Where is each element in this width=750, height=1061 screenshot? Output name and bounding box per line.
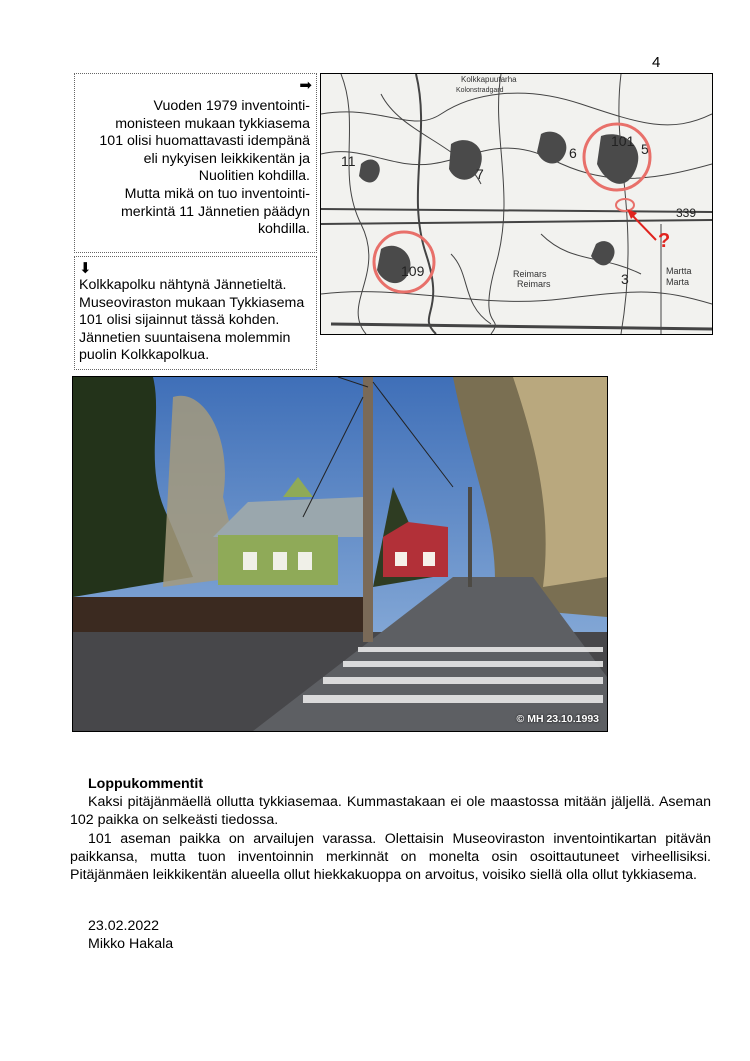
section-title: Loppukommentit: [88, 776, 204, 792]
arrow-down-icon: ⬇: [79, 260, 92, 277]
map-label: Reimars: [513, 269, 547, 279]
question-mark: ?: [658, 230, 671, 252]
caption-line: monisteen mukaan tykkiasema: [115, 115, 310, 132]
caption-line: puolin Kolkkapolkua.: [79, 347, 210, 364]
map-label: 5: [641, 141, 649, 157]
closing-section: [70, 775, 711, 884]
arrow-right-icon: ➡: [299, 77, 312, 94]
photo-credit: © MH 23.10.1993: [516, 713, 599, 725]
map-label: Martta: [666, 266, 692, 276]
map-label: 7: [476, 166, 484, 182]
caption-line: Nuolitien kohdilla.: [198, 168, 310, 185]
map-label: Marta: [666, 277, 690, 287]
caption-line: eli nykyisen leikkikentän ja: [143, 150, 310, 167]
caption-line: 101 olisi huomattavasti idempänä: [99, 133, 310, 150]
caption-line: Vuoden 1979 inventointi-: [153, 98, 310, 114]
caption-line: 101 olisi sijainnut tässä kohden.: [79, 312, 280, 329]
map-label: Reimars: [517, 279, 551, 289]
caption-box-map: [74, 73, 317, 253]
signature-name: Mikko Hakala: [88, 936, 174, 953]
caption-line: kohdilla.: [257, 221, 310, 238]
caption-line: Museoviraston mukaan Tykkiasema: [79, 294, 305, 311]
caption-line: Kolkkapolku nähtynä Jännetieltä.: [79, 277, 287, 293]
caption-line: Mutta mikä on tuo inventointi-: [124, 185, 310, 202]
inventory-map: [320, 73, 713, 335]
map-label: 109: [401, 263, 425, 279]
map-label: 6: [569, 145, 577, 161]
caption-box-photo: [74, 256, 317, 370]
caption-line: merkintä 11 Jännetien päädyn: [120, 203, 310, 220]
map-label: 3: [621, 271, 629, 287]
map-label: 11: [341, 153, 356, 169]
map-label: Kolkkapuutarha: [461, 75, 517, 84]
street-photo: [72, 376, 608, 732]
paragraph: 101 aseman paikka on arvailujen varassa. Olettaisin Museoviraston inventointikartan pitävän paikkansa, mutta tuon inventoinnin merkinnät on monelta osin osoittautuneet virheellisiksi. Pitäjänmäen leikkikentän alueella ollut hiekkakuoppa on arvoitus, voisiko siellä olla ollut tykkiasema.: [70, 830, 711, 884]
map-label: 101: [611, 133, 635, 149]
signature-block: [88, 917, 173, 953]
signature-date: 23.02.2022: [88, 918, 160, 934]
caption-line: Jännetien suuntaisena molemmin: [79, 329, 291, 346]
page-number: 4: [652, 54, 661, 71]
map-label: Kolonstradgard: [456, 87, 504, 94]
paragraph: Kaksi pitäjänmäellä ollutta tykkiasemaa. Kummastakaan ei ole maastossa mitään jäljellä. Aseman 102 paikka on selkeästi tiedossa.: [70, 794, 711, 829]
map-label: 339: [676, 206, 697, 220]
